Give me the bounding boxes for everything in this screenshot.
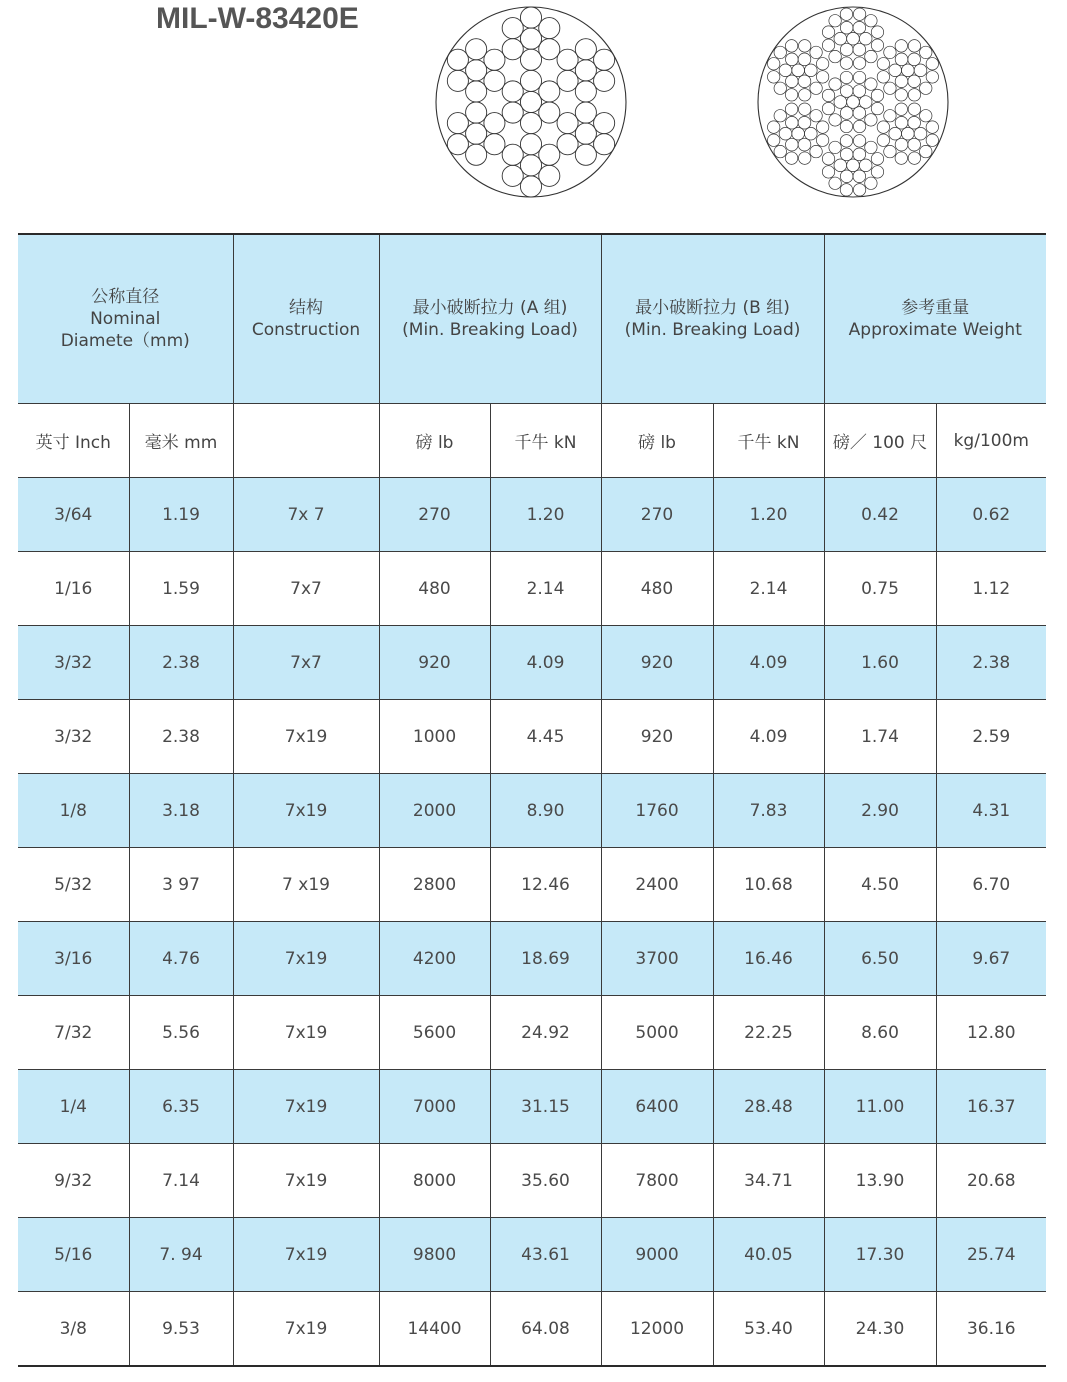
cell-w-kg: 2.38 <box>936 626 1046 700</box>
cell-a-kn: 24.92 <box>490 996 601 1070</box>
cell-b-kn: 22.25 <box>713 996 824 1070</box>
cell-construction: 7x 7 <box>233 478 379 552</box>
cell-b-lb: 9000 <box>601 1218 713 1292</box>
cell-construction: 7x7 <box>233 626 379 700</box>
cell-mm: 1.59 <box>129 552 233 626</box>
cell-a-kn: 31.15 <box>490 1070 601 1144</box>
cell-w-lb: 13.90 <box>824 1144 936 1218</box>
cell-b-lb: 3700 <box>601 922 713 996</box>
table-row <box>18 922 1046 996</box>
document-title: MIL-W-83420E <box>156 2 359 35</box>
header-construction-cn: 结构 <box>289 298 324 318</box>
cell-b-kn: 40.05 <box>713 1218 824 1292</box>
cell-a-lb: 4200 <box>379 922 490 996</box>
cell-inch: 1/4 <box>18 1070 129 1144</box>
cell-mm: 3.18 <box>129 774 233 848</box>
cell-b-kn: 1.20 <box>713 478 824 552</box>
header-row <box>18 234 1046 404</box>
cell-w-lb: 11.00 <box>824 1070 936 1144</box>
cell-a-lb: 2000 <box>379 774 490 848</box>
cell-mm: 7.14 <box>129 1144 233 1218</box>
cell-a-kn: 8.90 <box>490 774 601 848</box>
header-nominal-unit: Diamete（mm) <box>60 331 190 351</box>
table-row <box>18 774 1046 848</box>
table-row <box>18 478 1046 552</box>
unit-b-lb: 磅 lb <box>601 404 713 478</box>
cell-b-kn: 10.68 <box>713 848 824 922</box>
cell-w-lb: 6.50 <box>824 922 936 996</box>
cell-a-lb: 9800 <box>379 1218 490 1292</box>
cell-w-lb: 24.30 <box>824 1292 936 1367</box>
unit-w-lb: 磅／ 100 尺 <box>824 404 936 478</box>
cell-a-kn: 18.69 <box>490 922 601 996</box>
cell-inch: 1/16 <box>18 552 129 626</box>
wire-rope-7x7-icon <box>433 4 629 200</box>
unit-a-kn: 千牛 kN <box>490 404 601 478</box>
cell-w-kg: 0.62 <box>936 478 1046 552</box>
cell-w-lb: 0.42 <box>824 478 936 552</box>
table-row <box>18 1144 1046 1218</box>
cell-a-kn: 43.61 <box>490 1218 601 1292</box>
cell-a-lb: 8000 <box>379 1144 490 1218</box>
cell-b-kn: 7.83 <box>713 774 824 848</box>
header-load-b-cn: 最小破断拉力 (B 组) <box>635 298 790 318</box>
cell-inch: 1/8 <box>18 774 129 848</box>
cell-w-lb: 1.60 <box>824 626 936 700</box>
cell-b-lb: 2400 <box>601 848 713 922</box>
cell-inch: 3/32 <box>18 626 129 700</box>
cell-a-lb: 1000 <box>379 700 490 774</box>
table-row <box>18 1218 1046 1292</box>
cell-w-kg: 9.67 <box>936 922 1046 996</box>
header-construction-en: Construction <box>251 320 361 340</box>
cell-a-lb: 920 <box>379 626 490 700</box>
spec-table <box>18 233 1046 1367</box>
unit-row <box>18 404 1046 478</box>
cell-inch: 3/16 <box>18 922 129 996</box>
cell-a-lb: 2800 <box>379 848 490 922</box>
unit-mm: 毫米 mm <box>129 404 233 478</box>
cell-b-kn: 4.09 <box>713 700 824 774</box>
cell-mm: 9.53 <box>129 1292 233 1367</box>
header-weight-en: Approximate Weight <box>848 320 1022 340</box>
cell-a-lb: 270 <box>379 478 490 552</box>
cell-b-lb: 6400 <box>601 1070 713 1144</box>
cell-a-kn: 4.09 <box>490 626 601 700</box>
cell-construction: 7x19 <box>233 922 379 996</box>
cell-a-kn: 2.14 <box>490 552 601 626</box>
cell-b-kn: 28.48 <box>713 1070 824 1144</box>
table-row <box>18 700 1046 774</box>
unit-inch: 英寸 Inch <box>18 404 129 478</box>
cell-w-lb: 8.60 <box>824 996 936 1070</box>
cell-mm: 1.19 <box>129 478 233 552</box>
unit-b-kn: 千牛 kN <box>713 404 824 478</box>
cell-mm: 7. 94 <box>129 1218 233 1292</box>
cell-b-kn: 53.40 <box>713 1292 824 1367</box>
cell-mm: 6.35 <box>129 1070 233 1144</box>
cell-w-kg: 4.31 <box>936 774 1046 848</box>
cell-mm: 5.56 <box>129 996 233 1070</box>
cell-w-kg: 1.12 <box>936 552 1046 626</box>
header-construction <box>233 234 379 404</box>
cell-mm: 4.76 <box>129 922 233 996</box>
header-load-b-en: (Min. Breaking Load) <box>624 320 801 340</box>
cell-inch: 3/8 <box>18 1292 129 1367</box>
cell-w-kg: 25.74 <box>936 1218 1046 1292</box>
table-row <box>18 552 1046 626</box>
cell-b-kn: 4.09 <box>713 626 824 700</box>
cell-b-lb: 920 <box>601 700 713 774</box>
cell-a-kn: 64.08 <box>490 1292 601 1367</box>
cell-w-lb: 17.30 <box>824 1218 936 1292</box>
cell-w-kg: 12.80 <box>936 996 1046 1070</box>
header-nominal-diameter <box>18 234 233 404</box>
unit-w-kg: kg/100m <box>936 404 1046 478</box>
header-nominal-cn: 公称直径 <box>91 287 160 307</box>
cell-construction: 7 x19 <box>233 848 379 922</box>
header-load-b <box>601 234 824 404</box>
cell-a-kn: 4.45 <box>490 700 601 774</box>
cell-b-lb: 1760 <box>601 774 713 848</box>
cell-inch: 9/32 <box>18 1144 129 1218</box>
table-row <box>18 1292 1046 1367</box>
cell-inch: 5/16 <box>18 1218 129 1292</box>
cell-w-kg: 16.37 <box>936 1070 1046 1144</box>
cell-b-lb: 270 <box>601 478 713 552</box>
cell-b-kn: 34.71 <box>713 1144 824 1218</box>
cell-w-kg: 2.59 <box>936 700 1046 774</box>
cell-b-lb: 480 <box>601 552 713 626</box>
cell-a-kn: 12.46 <box>490 848 601 922</box>
cell-inch: 5/32 <box>18 848 129 922</box>
cell-inch: 7/32 <box>18 996 129 1070</box>
cell-a-kn: 1.20 <box>490 478 601 552</box>
header-load-a-en: (Min. Breaking Load) <box>402 320 578 340</box>
table-row <box>18 1070 1046 1144</box>
cell-w-lb: 2.90 <box>824 774 936 848</box>
cell-w-lb: 4.50 <box>824 848 936 922</box>
header-load-a <box>379 234 601 404</box>
cell-mm: 2.38 <box>129 700 233 774</box>
header-nominal-en: Nominal <box>90 309 161 329</box>
cell-inch: 3/32 <box>18 700 129 774</box>
cell-w-lb: 0.75 <box>824 552 936 626</box>
cell-construction: 7x19 <box>233 1070 379 1144</box>
unit-a-lb: 磅 lb <box>379 404 490 478</box>
cell-w-kg: 6.70 <box>936 848 1046 922</box>
cell-w-kg: 20.68 <box>936 1144 1046 1218</box>
cell-a-lb: 5600 <box>379 996 490 1070</box>
cell-inch: 3/64 <box>18 478 129 552</box>
cell-construction: 7x19 <box>233 996 379 1070</box>
cell-construction: 7x19 <box>233 1218 379 1292</box>
table-row <box>18 848 1046 922</box>
cell-b-kn: 16.46 <box>713 922 824 996</box>
cell-construction: 7x19 <box>233 1292 379 1367</box>
cell-w-kg: 36.16 <box>936 1292 1046 1367</box>
table-row <box>18 996 1046 1070</box>
cell-construction: 7x19 <box>233 1144 379 1218</box>
cell-a-lb: 7000 <box>379 1070 490 1144</box>
cell-mm: 2.38 <box>129 626 233 700</box>
unit-construction <box>233 404 379 478</box>
cell-b-lb: 5000 <box>601 996 713 1070</box>
cell-b-lb: 7800 <box>601 1144 713 1218</box>
cell-mm: 3 97 <box>129 848 233 922</box>
header-weight <box>824 234 1046 404</box>
header-weight-cn: 参考重量 <box>901 298 970 318</box>
cell-b-lb: 920 <box>601 626 713 700</box>
cell-construction: 7x7 <box>233 552 379 626</box>
cell-construction: 7x19 <box>233 700 379 774</box>
wire-rope-7x19-icon <box>755 4 951 200</box>
cell-a-lb: 480 <box>379 552 490 626</box>
cell-a-kn: 35.60 <box>490 1144 601 1218</box>
table-row <box>18 626 1046 700</box>
cell-w-lb: 1.74 <box>824 700 936 774</box>
header-load-a-cn: 最小破断拉力 (A 组) <box>412 298 568 318</box>
cell-construction: 7x19 <box>233 774 379 848</box>
cell-b-lb: 12000 <box>601 1292 713 1367</box>
cell-b-kn: 2.14 <box>713 552 824 626</box>
cell-a-lb: 14400 <box>379 1292 490 1367</box>
